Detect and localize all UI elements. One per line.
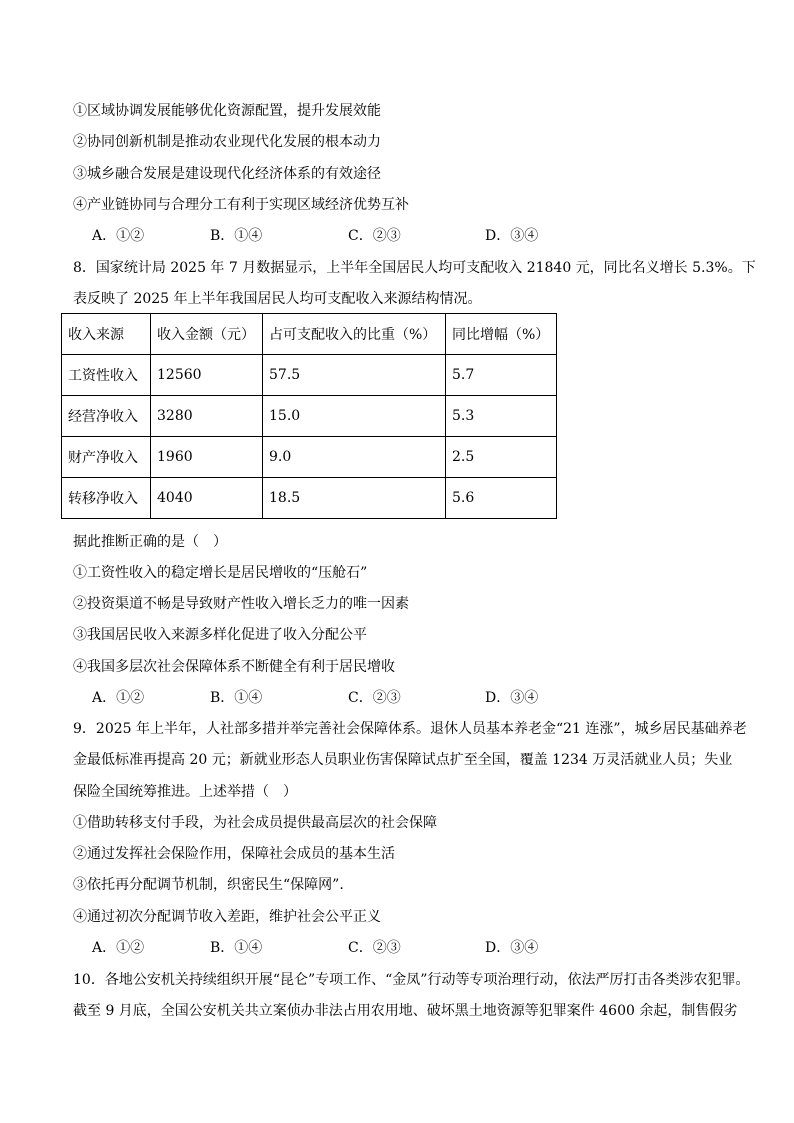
table-cell: 5.7: [446, 355, 557, 396]
q9-item-3: ③依托再分配调节机制，织密民生“保障网”.: [73, 877, 344, 893]
q8-stem-line-1: 8．国家统计局 2025 年 7 月数据显示，上半年全国居民人均可支配收入 21840 元，同比名义增长 5.3%。下: [73, 260, 756, 276]
table-cell: 9.0: [263, 437, 446, 478]
q7-item-1: ①区域协调发展能够优化资源配置，提升发展效能: [73, 103, 381, 119]
q8-item-1: ①工资性收入的稳定增长是居民增收的“压舱石”: [73, 565, 368, 581]
q7-options: [92, 226, 612, 246]
table-header-cell: 收入来源: [62, 314, 151, 355]
q9-stem-line-1: 9．2025 年上半年，人社部多措并举完善社会保障体系。退休人员基本养老金“21 连涨”，城乡居民基础养老: [73, 721, 747, 737]
table-cell: 1960: [151, 437, 263, 478]
q8-option-b[interactable]: B．①④: [210, 690, 263, 706]
q8-item-3: ③我国居民收入来源多样化促进了收入分配公平: [73, 627, 367, 643]
table-header-cell: 同比增幅（%）: [446, 314, 557, 355]
q9-option-b[interactable]: B．①④: [210, 940, 263, 956]
table-cell: 12560: [151, 355, 263, 396]
q9-item-4: ④通过初次分配调节收入差距，维护社会公平正义: [73, 909, 381, 925]
table-cell: 经营净收入: [62, 396, 151, 437]
table-row: [62, 355, 557, 396]
q9-option-d[interactable]: D．③④: [485, 940, 539, 956]
q8-stem-line-2: 表反映了 2025 年上半年我国居民人均可支配收入来源结构情况。: [73, 291, 482, 307]
q7-option-a[interactable]: A．①②: [92, 228, 145, 244]
q8-option-a[interactable]: A．①②: [92, 690, 145, 706]
q9-option-c[interactable]: C．②③: [348, 940, 401, 956]
q8-options: [92, 688, 612, 708]
q8-item-2: ②投资渠道不畅是导致财产性收入增长乏力的唯一因素: [73, 596, 409, 612]
q9-options: [92, 938, 612, 958]
table-row: [62, 396, 557, 437]
q7-option-d[interactable]: D．③④: [485, 228, 539, 244]
q9-stem-line-3: 保险全国统筹推进。上述举措（ ）: [73, 784, 297, 800]
q8-option-d[interactable]: D．③④: [485, 690, 539, 706]
table-cell: 转移净收入: [62, 478, 151, 519]
income-source-table: [61, 313, 557, 519]
table-row: [62, 437, 557, 478]
table-cell: 3280: [151, 396, 263, 437]
table-header-cell: 占可支配收入的比重（%）: [263, 314, 446, 355]
table-header-row: [62, 314, 557, 355]
table-cell: 5.3: [446, 396, 557, 437]
table-cell: 4040: [151, 478, 263, 519]
q9-item-1: ①借助转移支付手段，为社会成员提供最高层次的社会保障: [73, 815, 437, 831]
q8-item-4: ④我国多层次社会保障体系不断健全有利于居民增收: [73, 659, 395, 675]
q9-option-a[interactable]: A．①②: [92, 940, 145, 956]
q7-option-b[interactable]: B．①④: [210, 228, 263, 244]
table-cell: 57.5: [263, 355, 446, 396]
table-cell: 财产净收入: [62, 437, 151, 478]
q7-option-c[interactable]: C．②③: [348, 228, 401, 244]
q10-stem-line-2: 截至 9 月底，全国公安机关共立案侦办非法占用农用地、破坏黑土地资源等犯罪案件 4600 余起，制售假劣: [73, 1003, 738, 1019]
table-cell: 工资性收入: [62, 355, 151, 396]
q7-item-4: ④产业链协同与合理分工有利于实现区域经济优势互补: [73, 197, 409, 213]
table-cell: 2.5: [446, 437, 557, 478]
table-cell: 5.6: [446, 478, 557, 519]
q10-stem-line-1: 10．各地公安机关持续组织开展“昆仑”专项工作、“金凤”行动等专项治理行动，依法严厉打击各类涉农犯罪。: [73, 972, 750, 988]
table-cell: 15.0: [263, 396, 446, 437]
q7-item-2: ②协同创新机制是推动农业现代化发展的根本动力: [73, 134, 381, 150]
table-header-cell: 收入金额（元）: [151, 314, 263, 355]
q8-option-c[interactable]: C．②③: [348, 690, 401, 706]
q9-stem-line-2: 金最低标准再提高 20 元；新就业形态人员职业伤害保障试点扩至全国，覆盖 1234 万灵活就业人员；失业: [73, 752, 733, 768]
q7-item-3: ③城乡融合发展是建设现代化经济体系的有效途径: [73, 166, 381, 182]
q8-prompt: 据此推断正确的是（ ）: [73, 534, 227, 550]
table-cell: 18.5: [263, 478, 446, 519]
table-row: [62, 478, 557, 519]
q9-item-2: ②通过发挥社会保险作用，保障社会成员的基本生活: [73, 846, 395, 862]
